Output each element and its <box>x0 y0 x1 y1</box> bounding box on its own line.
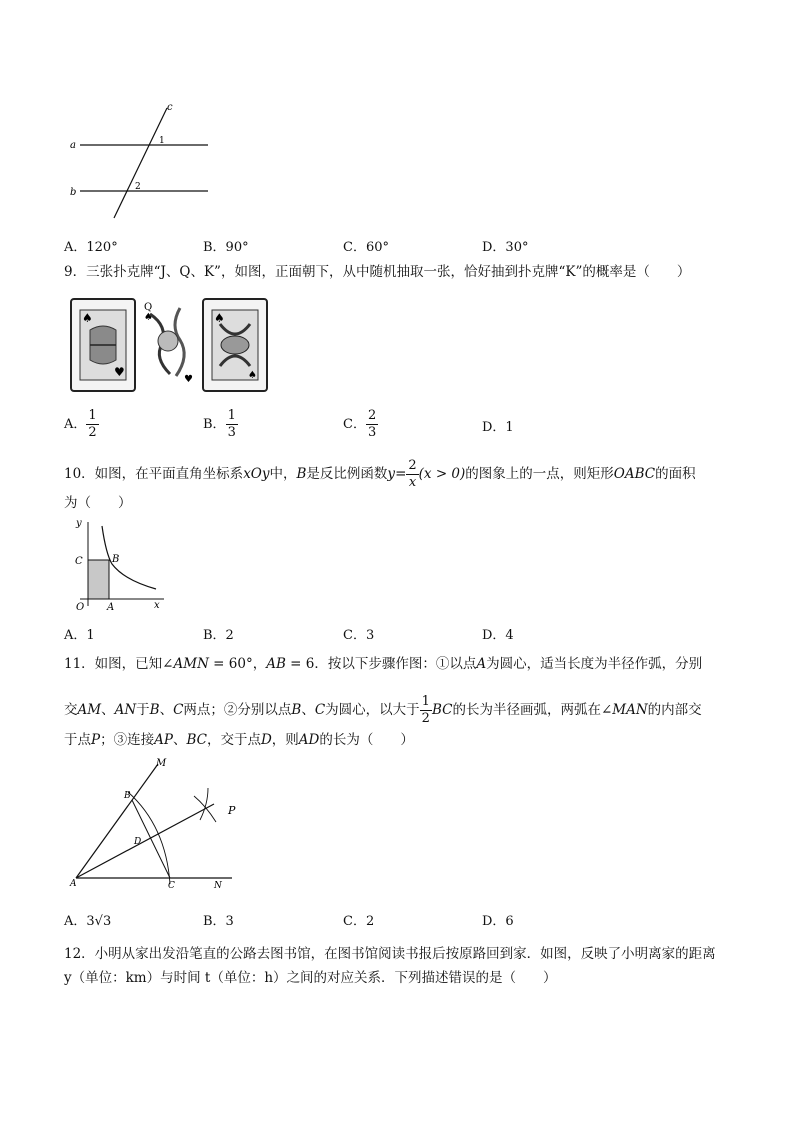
q10-stem-line2: 为（ ） <box>64 495 132 511</box>
label-c: c <box>167 102 173 113</box>
label-a: A <box>70 879 77 889</box>
playing-card-q <box>140 296 198 386</box>
parallel-lines-figure <box>64 100 224 225</box>
svg-text:♥: ♥ <box>184 374 193 385</box>
q9-option-d[interactable]: D．1 <box>482 420 514 435</box>
svg-text:♥: ♥ <box>114 365 125 379</box>
q9-option-c[interactable] <box>343 408 378 441</box>
label-b: b <box>70 187 77 198</box>
q10-option-b[interactable]: B．2 <box>203 628 234 643</box>
label-y: y <box>76 518 82 529</box>
label-b: B <box>124 791 131 801</box>
q9-option-b-prefix: B． <box>203 417 226 432</box>
arc-intersection-2 <box>200 788 208 820</box>
inverse-function-figure <box>64 516 174 616</box>
q11-option-c[interactable]: C．2 <box>343 914 375 929</box>
hyperbola-curve <box>102 526 156 589</box>
q11-option-a-prefix: A． <box>64 914 87 929</box>
card-k-art <box>204 300 266 390</box>
q9-option-a-prefix: A． <box>64 417 87 432</box>
q11-stem-line3: 于点P；③连接AP、BC，交于点D，则AD的长为（ ） <box>64 732 414 748</box>
q9-option-b[interactable] <box>203 408 238 441</box>
q8-option-b[interactable]: B．90° <box>203 240 249 255</box>
q11-stem-line1: 11．如图，已知∠AMN = 60°，AB = 6．按以下步骤作图：①以点A为圆心，适当长度为半径作弧，分别 <box>64 656 703 672</box>
q10-option-c[interactable]: C．3 <box>343 628 375 643</box>
angle-2-label: 2 <box>135 182 141 192</box>
q9-option-b-fraction: $\frac{1}{3}$ <box>227 408 236 440</box>
q9-stem: 9．三张扑克牌“J、Q、K”，如图，正面朝下，从中随机抽取一张，恰好抽到扑克牌“K”的概率是（ ） <box>64 264 691 280</box>
q8-option-a[interactable]: A．120° <box>64 240 118 255</box>
svg-text:♠: ♠ <box>248 370 257 381</box>
q11-option-d[interactable]: D．6 <box>482 914 514 929</box>
label-d: D <box>134 837 142 847</box>
q10-function-fraction: $\frac{2}{x}$ <box>408 458 417 490</box>
label-a: a <box>70 140 76 151</box>
q9-option-c-fraction: $\frac{2}{3}$ <box>367 408 377 440</box>
q8-option-c[interactable]: C．60° <box>343 240 389 255</box>
label-a: A <box>107 602 115 613</box>
card-q-art <box>140 296 198 386</box>
playing-card-k <box>202 298 268 392</box>
ray-am <box>76 764 158 878</box>
q11-option-a[interactable] <box>64 910 111 929</box>
q11-stem-line2: 交AM、AN于B、C两点；②分别以点B、C为圆心，以大于 $\frac{1}{2}$ BC的长为半径画弧，两弧在∠MAN的内部交 <box>64 694 702 726</box>
rectangle-oabc <box>88 560 109 599</box>
playing-card-j <box>70 298 136 392</box>
q9-option-a-fraction: $\frac{1}{2}$ <box>88 408 97 440</box>
angle-1-label: 1 <box>159 136 165 146</box>
q9-option-c-prefix: C． <box>343 417 366 432</box>
label-b: B <box>112 554 120 565</box>
svg-text:♠: ♠ <box>82 311 93 325</box>
svg-text:Q: Q <box>144 302 153 313</box>
svg-text:♠: ♠ <box>214 311 225 325</box>
q11-option-a-value: 3√3 <box>86 914 112 929</box>
q9-option-a[interactable] <box>64 408 99 441</box>
q12-stem-line1: 12．小明从家出发沿笔直的公路去图书馆，在图书馆阅读书报后按原路回到家．如图，反映了小明离家的距离 <box>64 946 716 962</box>
q8-option-d[interactable]: D．30° <box>482 240 529 255</box>
card-j-art <box>72 300 134 390</box>
q12-stem-line2: y（单位：km）与时间 t（单位：h）之间的对应关系．下列描述错误的是（ ） <box>64 970 557 986</box>
q11-option-b[interactable]: B．3 <box>203 914 234 929</box>
ray-ap <box>76 804 214 878</box>
q10-stem: 10．如图，在平面直角坐标系xOy中，B是反比例函数y= $\frac{2}{x}$ (x > 0)的图象上的一点，则矩形OABC的面积 <box>64 458 696 490</box>
label-n: N <box>214 881 222 891</box>
svg-text:♠: ♠ <box>144 312 153 323</box>
label-x: x <box>154 600 160 611</box>
line-c <box>114 108 167 218</box>
angle-bisector-figure <box>62 756 252 896</box>
q10-option-a[interactable]: A．1 <box>64 628 95 643</box>
label-o: O <box>76 602 85 613</box>
q11-half-fraction: $\frac{1}{2}$ <box>421 694 430 726</box>
label-m: M <box>156 758 167 769</box>
label-c: C <box>168 881 175 891</box>
label-c: C <box>75 556 83 567</box>
label-p: P <box>228 804 236 817</box>
q10-option-d[interactable]: D．4 <box>482 628 514 643</box>
